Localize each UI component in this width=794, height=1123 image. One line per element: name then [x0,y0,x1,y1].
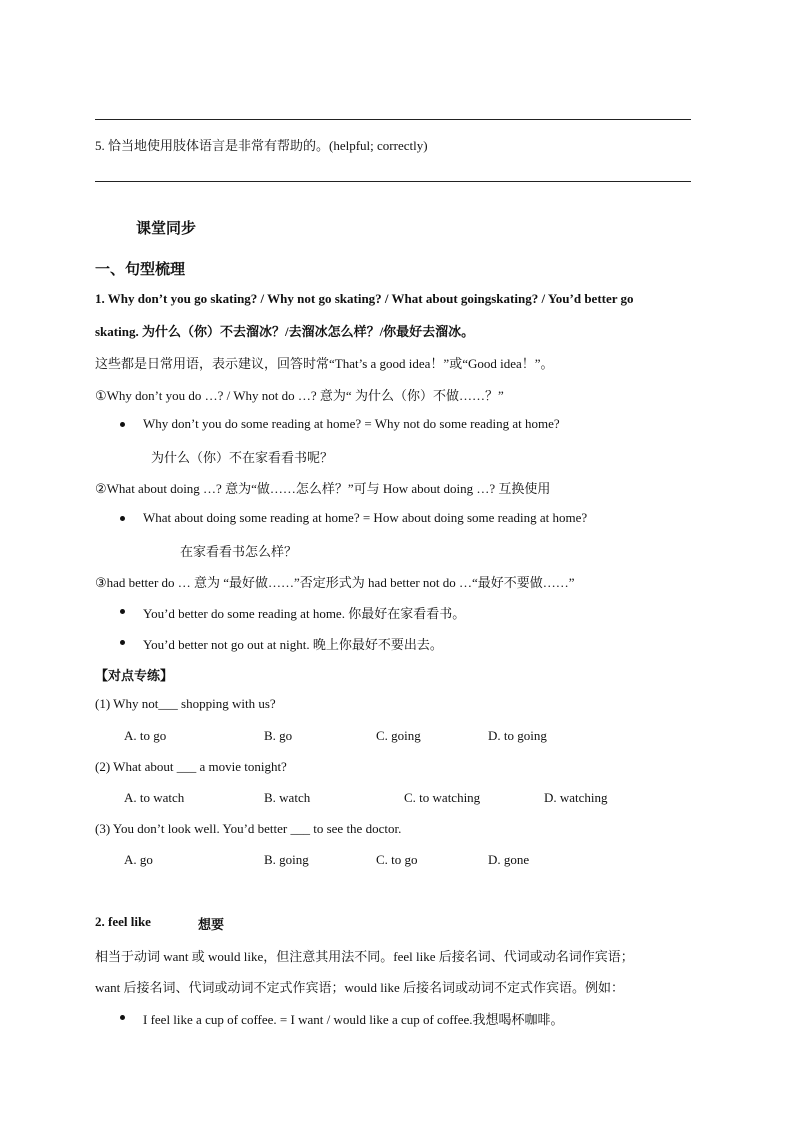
item-2-line-1: 相当于动词 want 或 would like，但注意其用法不同。feel like 后接名词、代词或动名词作宾语； [95,949,634,964]
option-a[interactable]: A. go [124,852,153,867]
practice-question-2: (2) What about ___ a movie tonight? [95,759,287,774]
option-c[interactable]: C. going [376,728,421,743]
option-b[interactable]: B. watch [264,790,311,805]
option-a[interactable]: A. to go [124,728,167,743]
bullet-dot [120,516,125,521]
answer-line-top [95,119,691,120]
item-2-line-2: want 后接名词、代词或动词不定式作宾语；would like 后接名词或动词不定式作宾语。例如： [95,980,625,995]
option-d[interactable]: D. gone [488,852,530,867]
point-1-head: ①Why don’t you do …? / Why not do …? 意为“ 为什么（你）不做……？” [95,388,504,403]
bullet-dot [120,422,125,427]
bullet-dot [120,1015,125,1020]
option-d[interactable]: D. watching [544,790,608,805]
option-d[interactable]: D. to going [488,728,547,743]
item-2-example: I feel like a cup of coffee. = I want / would like a cup of coffee.我想喝杯咖啡。 [143,1012,564,1027]
point-1-translation: 为什么（你）不在家看看书呢？ [151,450,334,465]
option-a[interactable]: A. to watch [124,790,185,805]
point-3-example-1: You’d better do some reading at home. 你最好在家看看书。 [143,606,466,621]
point-3-example-2: You’d better not go out at night. 晚上你最好不要出去。 [143,637,443,652]
point-2-head: ②What about doing …? 意为“做……怎么样？”可与 How about doing …? 互换使用 [95,481,551,496]
point-2-example: What about doing some reading at home? = How about doing some reading at home? [143,510,588,525]
option-b[interactable]: B. going [264,852,309,867]
item-1-line-1: 1. Why don’t you go skating? / Why not go skating? / What about goingskating? / You’d better go [95,291,634,306]
practice-question-1: (1) Why not___ shopping with us? [95,696,276,711]
option-c[interactable]: C. to watching [404,790,481,805]
bullet-dot [120,640,125,645]
practice-title: 【对点专练】 [95,668,174,683]
item-1-line-2: skating. 为什么（你）不去溜冰？/去溜冰怎么样？/你最好去溜冰。 [95,324,475,339]
option-b[interactable]: B. go [264,728,293,743]
question-5: 5. 恰当地使用肢体语言是非常有帮助的。(helpful; correctly) [95,138,428,153]
bullet-dot [120,609,125,614]
item-1-note: 这些都是日常用语，表示建议，回答时常“That’s a good idea！”或“Good idea！”。 [95,356,554,371]
point-1-example: Why don’t you do some reading at home? = Why not do some reading at home? [143,416,560,431]
option-c[interactable]: C. to go [376,852,418,867]
point-3-head: ③had better do … 意为 “最好做……”否定形式为 had better not do …“最好不要做……” [95,575,575,590]
section-title: 课堂同步 [136,221,197,237]
part-1-title: 一、句型梳理 [95,262,186,278]
item-2-meaning: 想要 [198,917,225,932]
answer-line-q5 [95,181,691,182]
point-2-translation: 在家看看书怎么样？ [180,544,298,559]
practice-question-3: (3) You don’t look well. You’d better ___ to see the doctor. [95,821,402,836]
item-2-title: 2. feel like [95,914,151,929]
